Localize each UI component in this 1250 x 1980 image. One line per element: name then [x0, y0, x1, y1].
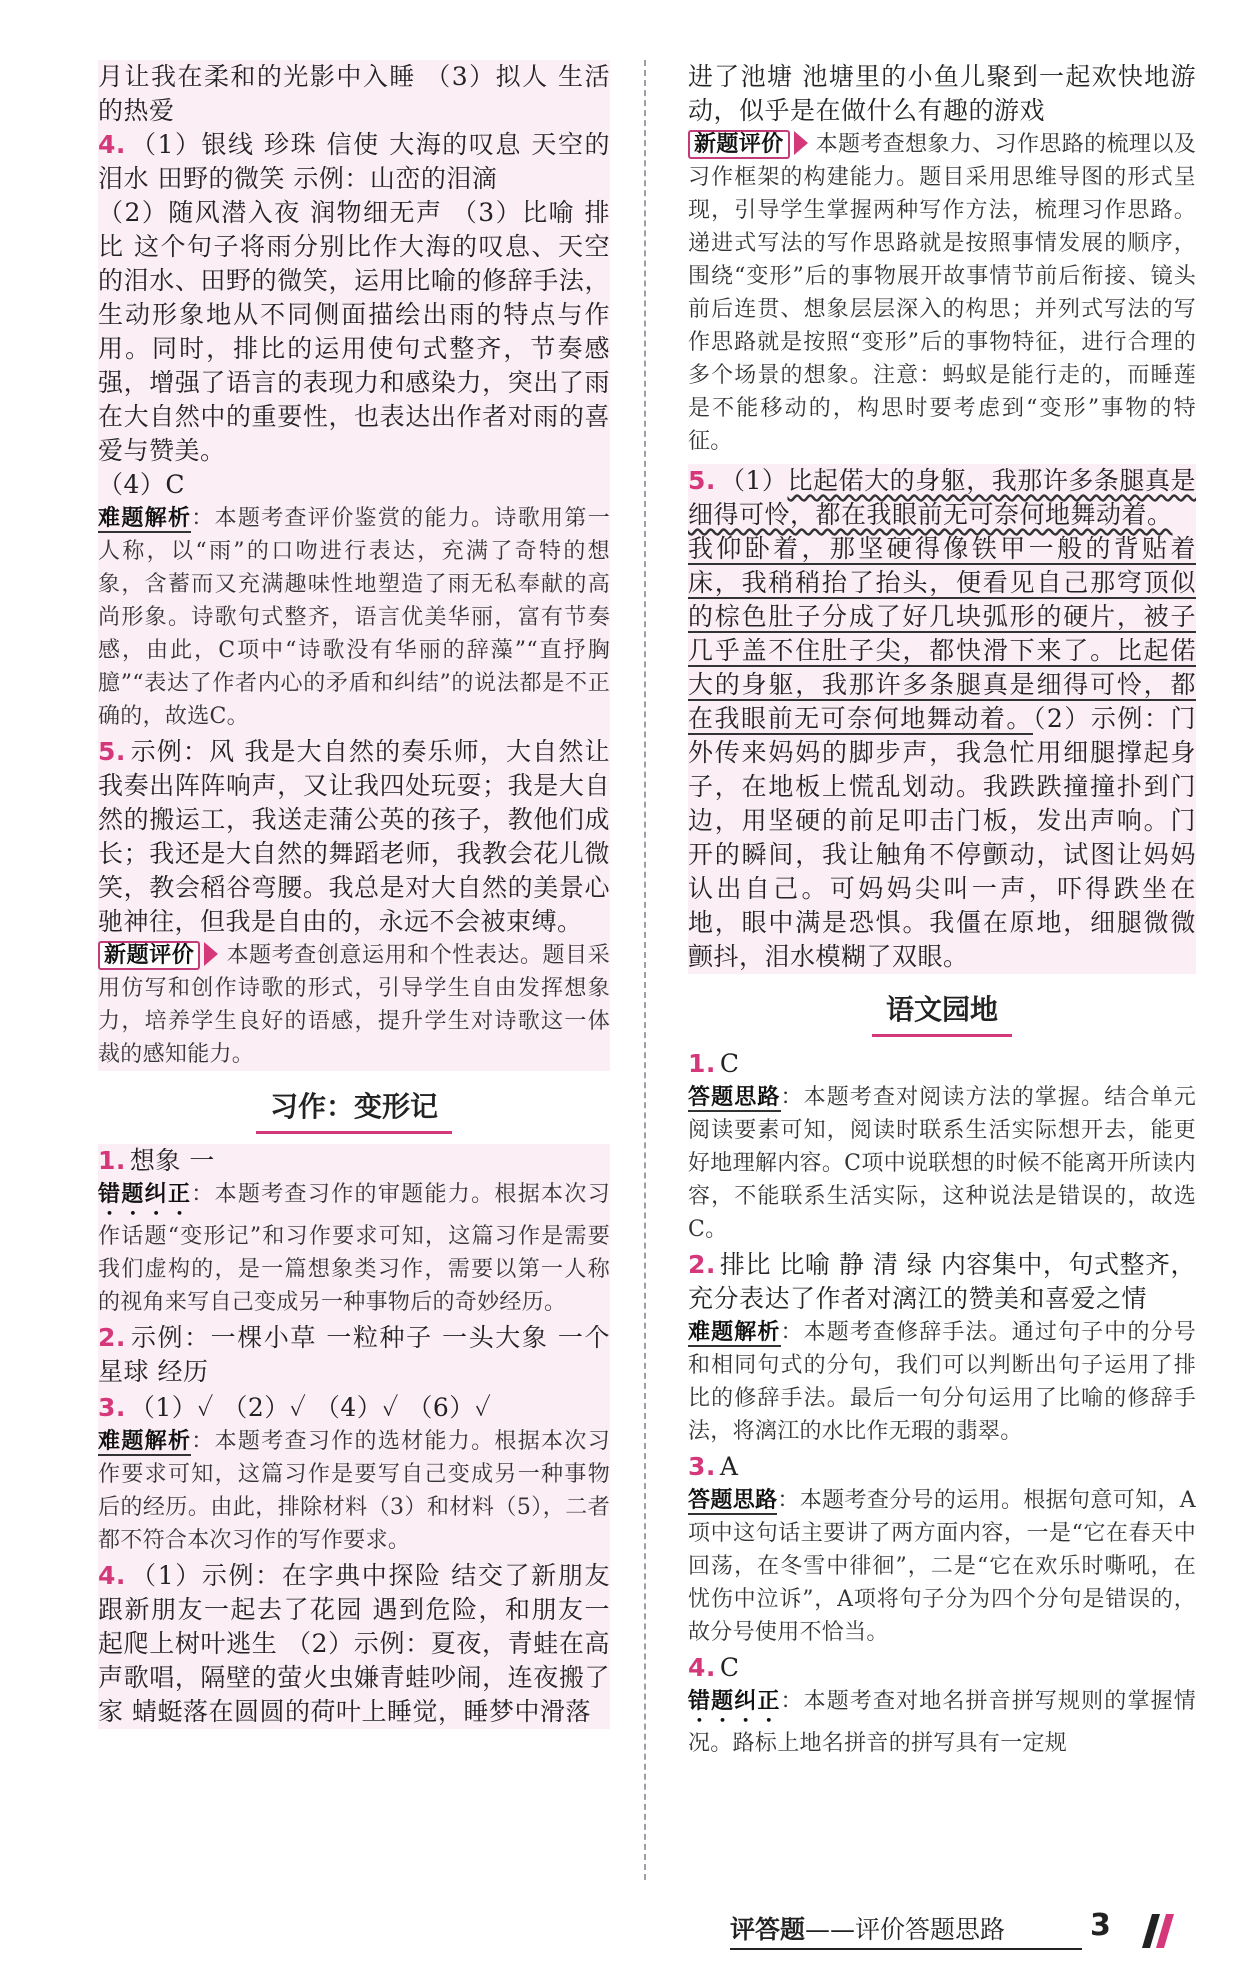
footer-rule — [730, 1948, 1082, 1950]
answer-text: （2）示例：门外传来妈妈的脚步声，我急忙用细腿撑起身子，在地板上慌乱划动。我跌跌撞撞扑到门边，用坚硬的前足叩击门板，发出声响。门开的瞬间，我让触角不停颤动，试图让妈妈认出自己。可妈妈尖叫一声，吓得跌坐在地，眼中满是恐惧。我僵在原地，细腿微微颤抖，泪水模糊了双眼。 — [688, 704, 1196, 971]
question-4 — [98, 128, 610, 733]
note-label: 新题评价 — [688, 130, 790, 159]
writing-question-2 — [98, 1321, 610, 1389]
note-text: 本题考查想象力、习作思路的梳理以及习作框架的构建能力。题目采用思维导图的形式呈现，引导学生掌握两种写作方法，梳理习作思路。递进式写法的写作思路就是按照事情发展的顺序，围绕“变形”后的事物展开故事情节前后衔接、镜头前后连贯、想象层层深入的构思；并列式写法的写作思路就是按照“变形”后的事物特征，进行合理的多个场景的想象。注意：蚂蚁是能行走的，而睡莲是不能移动的，构思时要考虑到“变形”事物的特征。 — [688, 132, 1196, 454]
answer-prefix: （1） — [719, 466, 788, 495]
writing-question-1 — [98, 1144, 610, 1319]
note-label: 新题评价 — [98, 941, 200, 970]
note-text: 本题考查创意运用和个性表达。题目采用仿写和创作诗歌的形式，引导学生自由发挥想象力，培养学生良好的语感，提升学生对诗歌这一体裁的感知能力。 — [98, 943, 611, 1067]
question-number: 3. — [688, 1452, 716, 1481]
yuwen-question-3 — [688, 1450, 1196, 1649]
column-divider — [644, 60, 646, 1880]
footer-label: 评答题——评价答题思路 — [730, 1915, 1006, 1944]
question-number: 5. — [98, 737, 126, 766]
answer-text: （2）随风潜入夜 润物细无声 （3）比喻 排比 这个句子将雨分别比作大海的叹息、天空的泪水、田野的微笑，运用比喻的修辞手法，生动形象地从不同侧面描绘出雨的特点与作用。同时，排比的运用使句式整齐，节奏感强，增强了语言的表现力和感染力，突出了雨在大自然中的重要性，也表达出作者对雨的喜爱与赞美。 — [98, 198, 610, 465]
intro-paragraph: 月让我在柔和的光影中入睡 （3）拟人 生活的热爱 — [98, 62, 610, 125]
answer-text: （1）✓ （2）✓ （4）✓ （6）✓ — [129, 1393, 492, 1422]
question-number: 1. — [98, 1146, 126, 1175]
answer-text: （1）示例：在字典中探险 结交了新朋友 跟新朋友一起去了花园 遇到危险，和朋友一起爬上树叶逃生 （2）示例：夏夜，青蛙在高声歌唱，隔壁的萤火虫嫌青蛙吵闹，连夜搬了家 蜻蜓落在圆圆的荷叶上睡觉，睡梦中滑落 — [98, 1561, 610, 1726]
page-number: 3 — [1090, 1908, 1111, 1943]
note-label: 答题思路 — [688, 1085, 781, 1110]
writing-question-4 — [98, 1559, 610, 1729]
answer-text: 示例：风 我是大自然的奏乐师，大自然让我奏出阵阵响声，又让我四处玩耍；我是大自然的搬运工，我送走蒲公英的孩子，教他们成长；我还是大自然的舞蹈老师，我教会花儿微笑，教会稻谷弯腰。我总是对大自然的美景心驰神往，但我是自由的，永远不会被束缚。 — [98, 737, 610, 936]
continued-paragraph: 进了池塘 池塘里的小鱼儿聚到一起欢快地游动，似乎是在做什么有趣的游戏 — [688, 62, 1196, 125]
question-number: 3. — [98, 1393, 126, 1422]
answer-text: （4）C — [98, 470, 186, 499]
note-label: 错题纠正 — [688, 1689, 781, 1714]
answer-text: 想象 一 — [129, 1146, 215, 1175]
note-text: ：本题考查习作的选材能力。根据本次习作要求可知，这篇习作是要写自己变成另一种事物后的经历。由此，排除材料（3）和材料（5），二者都不符合本次习作的写作要求。 — [98, 1429, 610, 1553]
note-label: 难题解析 — [98, 1429, 192, 1454]
question-number: 1. — [688, 1049, 716, 1078]
right-tint-block — [688, 464, 1196, 974]
question-number: 4. — [688, 1653, 716, 1682]
note-text: ：本题考查对阅读方法的掌握。结合单元阅读要素可知，阅读时联系生活实际想开去，能更好地理解内容。C项中说联想的时候不能离开所读内容，不能联系生活实际，这种说法是错误的，故选C。 — [688, 1085, 1196, 1242]
answer-text: 示例：一棵小草 一粒种子 一头大象 一个星球 经历 — [98, 1323, 610, 1386]
answer-text: C — [719, 1653, 740, 1682]
question-number: 2. — [688, 1250, 716, 1279]
yuwen-question-2 — [688, 1248, 1196, 1448]
note-label: 错题纠正 — [98, 1182, 192, 1207]
note-text: ：本题考查修辞手法。通过句子中的分号和相同句式的分句，我们可以判断出句子运用了排比的修辞手法。最后一句分句运用了比喻的修辞手法，将漓江的水比作无瑕的翡翠。 — [688, 1320, 1196, 1444]
note-label: 难题解析 — [688, 1320, 781, 1345]
question-number: 4. — [98, 1561, 126, 1590]
question-number: 5. — [688, 466, 716, 495]
yuwen-question-1 — [688, 1047, 1196, 1246]
note-label: 答题思路 — [688, 1488, 778, 1513]
page-footer — [730, 1908, 1200, 1952]
section-title: 语文园地 — [688, 988, 1196, 1037]
note-text: ：本题考查评价鉴赏的能力。诗歌用第一人称，以“雨”的口吻进行表达，充满了奇特的想象，含蓄而又充满趣味性地塑造了雨无私奉献的高尚形象。诗歌句式整齐，语言优美华丽，富有节奏感，由此，C项中“诗歌没有华丽的辞藻”“直抒胸臆”“表达了作者内心的矛盾和纠结”的说法都是不正确的，故选C。 — [98, 506, 610, 729]
left-column — [98, 60, 610, 1731]
left-tint-block — [98, 60, 610, 1071]
wavy-underlined-sentence: 比起偌大的身躯，我那许多条腿真是细得可怜，都在我眼前无可奈何地舞动着。 — [688, 466, 1197, 529]
underlined-passage: 我仰卧着，那坚硬得像铁甲一般的背贴着床，我稍稍抬了抬头，便看见自己那穹顶似的棕色肚子分成了好几块弧形的硬片，被子几乎盖不住肚子尖，都快滑下来了。比起偌大的身躯，我那许多条腿真是细得可怜，都在我眼前无可奈何地舞动着。 — [688, 534, 1196, 733]
section-title: 习作：变形记 — [98, 1085, 610, 1134]
answer-text: （1）银线 珍珠 信使 大海的叹息 天空的泪水 田野的微笑 示例：山峦的泪滴 — [98, 130, 610, 193]
right-column — [688, 60, 1196, 1762]
yuwen-question-4 — [688, 1651, 1196, 1760]
triangle-icon — [794, 131, 808, 155]
brand-slash-icon — [1136, 1914, 1176, 1948]
question-5 — [98, 735, 610, 1071]
answer-text: C — [719, 1049, 740, 1078]
question-number: 2. — [98, 1323, 126, 1352]
answer-text: 排比 比喻 静 清 绿 内容集中，句式整齐，充分表达了作者对漓江的赞美和喜爱之情 — [688, 1250, 1196, 1313]
left-tint-block-2 — [98, 1144, 610, 1729]
triangle-icon — [204, 942, 218, 966]
note-text: ：本题考查对地名拼音拼写规则的掌握情况。路标上地名拼音的拼写具有一定规 — [688, 1689, 1196, 1756]
question-number: 4. — [98, 130, 126, 159]
note-label: 难题解析 — [98, 506, 192, 531]
answer-text: A — [719, 1452, 739, 1481]
note-text: ：本题考查分号的运用。根据句意可知，A项中这句话主要讲了两方面内容，一是“它在春天中回荡，在冬雪中徘徊”，二是“它在欢乐时嘶吼，在忧伤中泣诉”，A项将句子分为四个分句是错误的，故分号使用不恰当。 — [688, 1488, 1196, 1645]
note-text: ：本题考查习作的审题能力。根据本次习作话题“变形记”和习作要求可知，这篇习作是需要我们虚构的，是一篇想象类习作，需要以第一人称的视角来写自己变成另一种事物后的奇妙经历。 — [98, 1182, 610, 1315]
writing-question-3 — [98, 1391, 610, 1557]
